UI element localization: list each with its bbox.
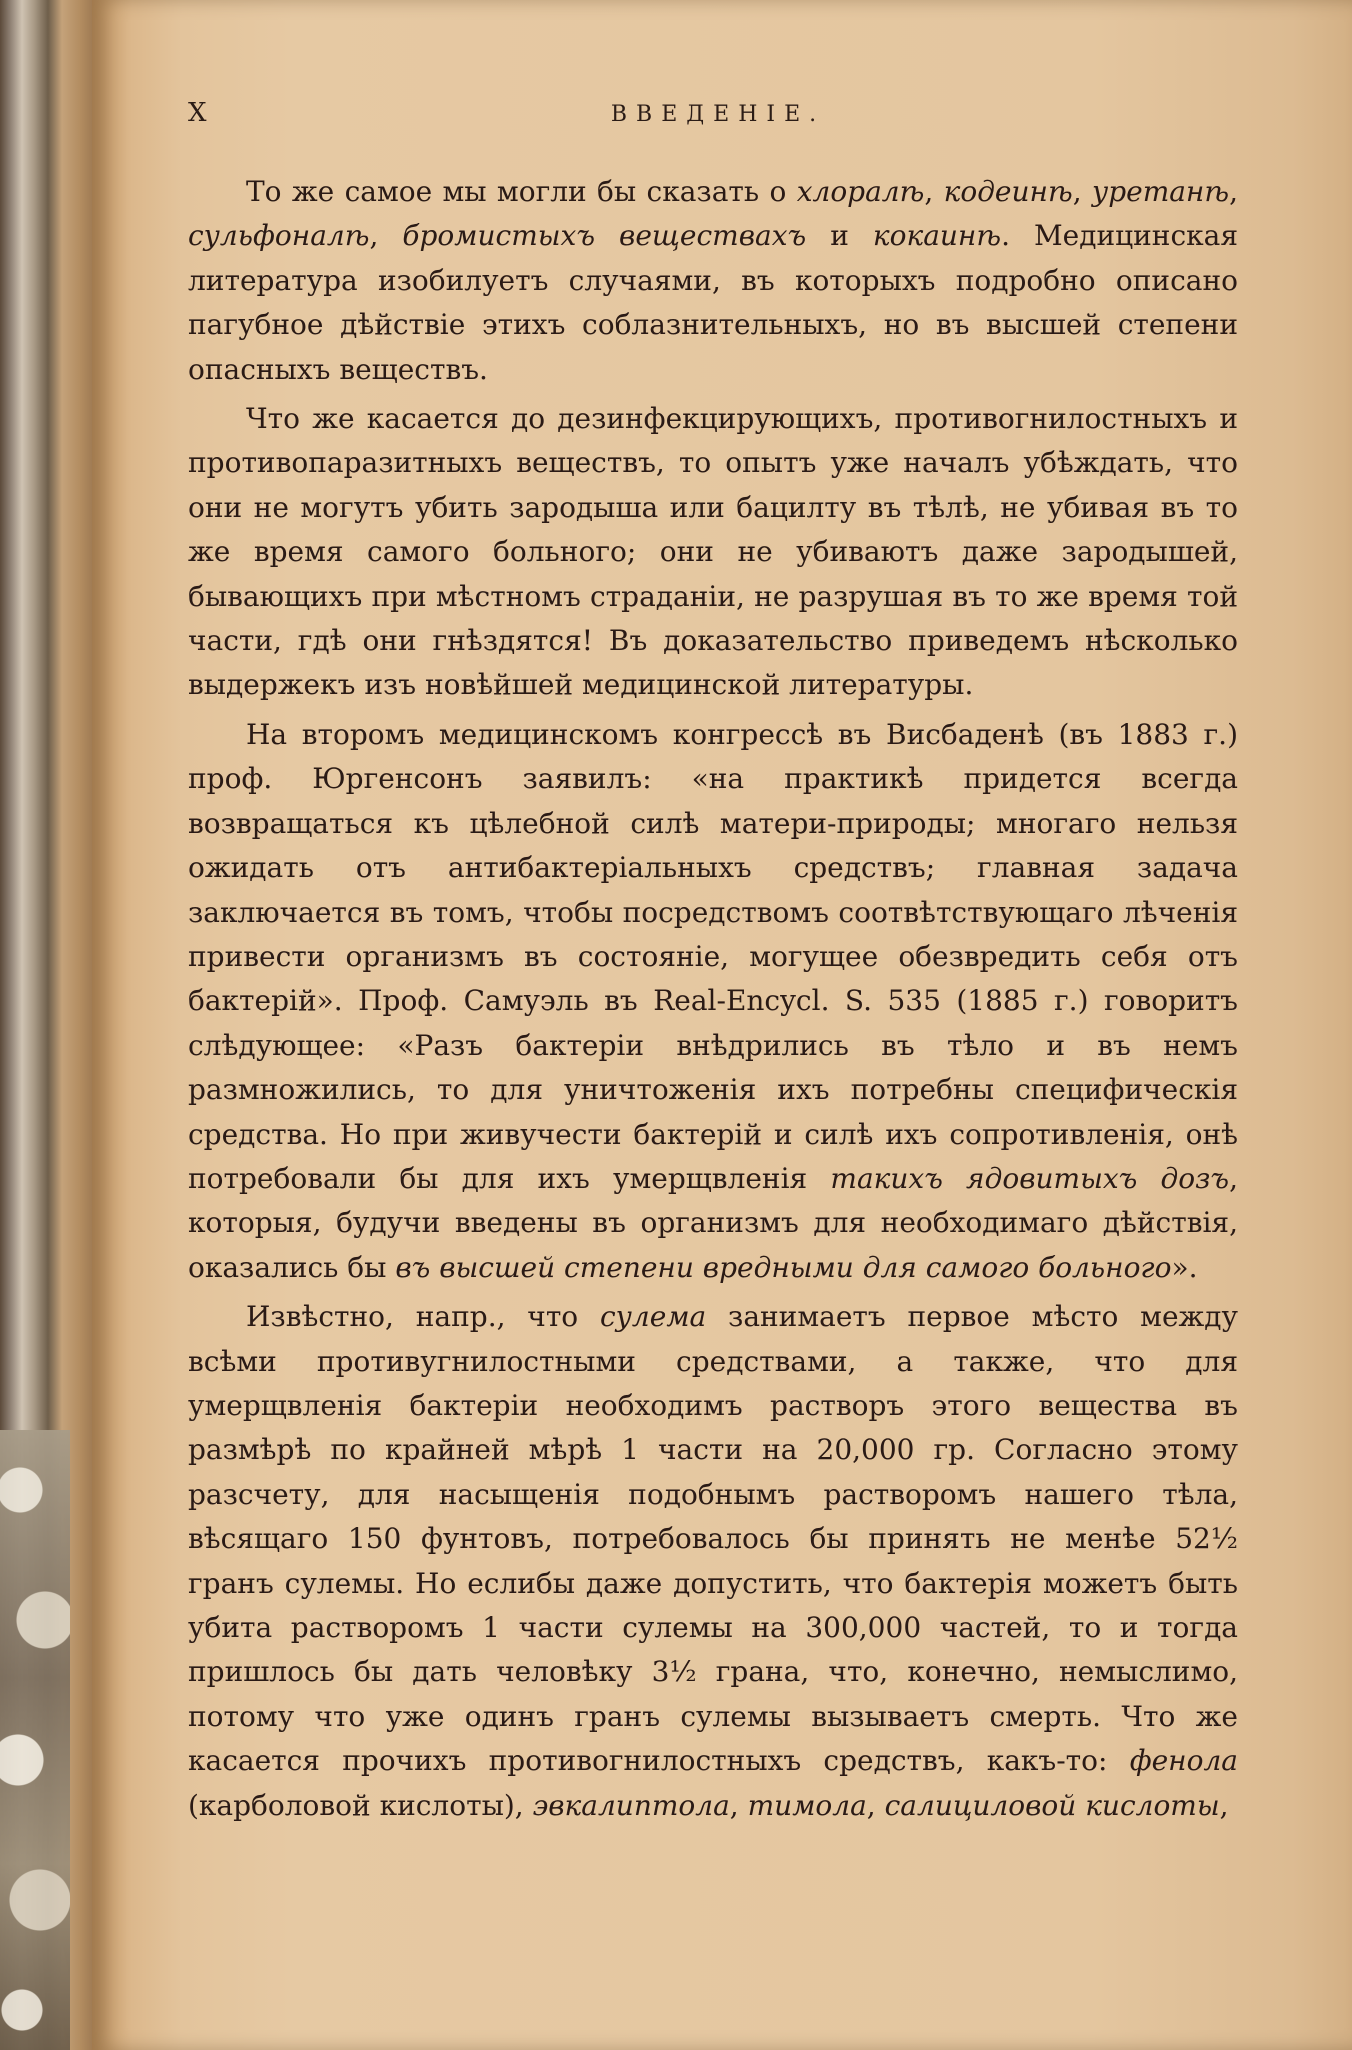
body-text [188,170,1238,1828]
italic-term: кодеинѣ [943,175,1073,208]
italic-term: уретанѣ [1091,175,1230,208]
text-run: , [1219,1788,1229,1822]
italic-term: въ высшей степени вредными для самого больного [395,1250,1172,1284]
italic-term: тимола [747,1788,867,1822]
italic-term: сульфоналѣ [188,219,370,253]
italic-term: эвкалиптола [532,1788,730,1822]
italic-term: кокаинѣ [872,219,1002,253]
text-run: , [369,219,403,253]
text-run: На второмъ медицинскомъ конгрессѣ въ Висбаденѣ (въ 1883 г.) проф. Юргенсонъ заявилъ: «на практикѣ придется всегда возвращаться къ цѣлебной силѣ матери-природы; многаго нельзя ожидать отъ антибактеріальныхъ средствъ; главная задача заключается въ томъ, чтобы посредствомъ соотвѣтствующаго лѣченія привести организмъ въ состояніе, могущее обезвредить себя отъ бактерій». Проф. Самуэль въ Real-Encycl. S. 535 (1885 г.) говоритъ слѣдующее: «Разъ бактеріи внѣдрились въ тѣло и въ немъ размножились, то для уничтоженія ихъ потребны специфическія средства. Но при живучести бактерій и силѣ ихъ сопротивленія, онѣ потребовали бы для ихъ умерщвленія [188,717,1238,1195]
text-run: То же самое мы могли бы сказать о [246,175,797,208]
text-run: , которыя, будучи введены въ организмъ для необходимаго дѣйствія, оказались бы [188,1161,1238,1284]
text-run: , [729,1788,748,1822]
text-run: занимаетъ первое мѣсто между всѣми противугнилостными средствами, а также, что для умерщвленія бактеріи необходимъ растворъ этого вещества въ размѣрѣ по крайней мѣрѣ 1 части на 20,000 гр. Согласно этому разсчету, для насыщенія подобнымъ растворомъ нашего тѣла, вѣсящаго 150 фунтовъ, потребовалось бы принять не менѣе 52½ гранъ сулемы. Но еслибы даже допустить, что бактерія можетъ быть убита растворомъ 1 части сулемы на 300,000 частей, то и тогда пришлось бы дать человѣку 3½ грана, что, конечно, немыслимо, потому что уже одинъ гранъ сулемы вызываетъ смерть. Что же касается прочихъ противогнилостныхъ средствъ, какъ-то: [188,1300,1239,1778]
running-head: ВВЕДЕНІЕ. [610,102,826,127]
italic-term: бромистыхъ веществахъ [402,219,807,253]
text-run: , [866,1788,885,1822]
text-run: , [1072,175,1092,208]
italic-term: салициловой кислоты [884,1788,1220,1822]
paragraph-3 [188,713,1238,1290]
decorative-endpaper [0,1430,70,2050]
italic-term: хлоралѣ [796,175,925,208]
text-run: , [1229,175,1238,208]
page-header [188,98,1238,138]
italic-term: фенола [1129,1744,1238,1778]
text-run: ». [1171,1250,1198,1284]
text-run: и [806,219,873,253]
text-run: Что же касается до дезинфекцирующихъ, противогнилостныхъ и противопаразитныхъ веществъ, то опытъ уже началъ убѣждать, что они не могутъ убить зародыша или бацилту въ тѣлѣ, не убивая въ то же время самого больного; они не убиваютъ даже зародышей, бывающихъ при мѣстномъ страданіи, не разрушая въ то же время той части, гдѣ они гнѣздятся! Въ доказательство приведемъ нѣсколько выдержекъ изъ новѣйшей медицинской литературы. [188,402,1238,702]
text-run: , [924,175,944,208]
italic-term: сулема [600,1300,707,1334]
paragraph-2 [188,397,1238,708]
italic-term: такихъ ядовитыхъ дозъ [830,1161,1230,1195]
page-number: X [188,98,208,128]
text-run: Извѣстно, напр., что [246,1300,600,1334]
text-run: . Медицинская литература изобилуетъ случаями, въ которыхъ подробно описано пагубное дѣйствіе этихъ соблазнительныхъ, но въ высшей степени опасныхъ веществъ. [188,219,1239,386]
paragraph-1 [188,170,1238,392]
text-run: (карболовой кислоты), [188,1788,533,1822]
paragraph-4 [188,1295,1238,1828]
